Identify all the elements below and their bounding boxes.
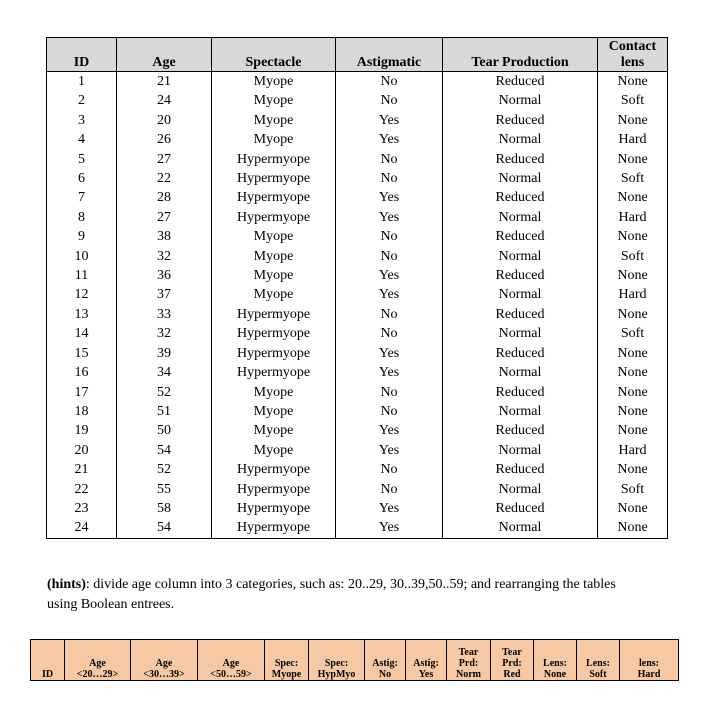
boolean-header-line: Soft <box>589 669 607 680</box>
cell-tear-production: Normal <box>443 324 598 343</box>
cell-age: 52 <box>117 460 212 479</box>
cell-tear-production: Normal <box>443 480 598 499</box>
cell-contact-lens: None <box>598 150 668 169</box>
boolean-header-line: Hard <box>637 669 661 680</box>
cell-id: 14 <box>47 324 117 343</box>
cell-contact-lens: None <box>598 188 668 207</box>
cell-age: 51 <box>117 402 212 421</box>
cell-tear-production: Normal <box>443 518 598 538</box>
table-row <box>47 460 668 479</box>
header-row <box>47 38 668 72</box>
lens-data-table <box>46 37 668 539</box>
table-row <box>47 324 668 343</box>
cell-astigmatic: Yes <box>336 421 443 440</box>
table-row <box>47 344 668 363</box>
cell-astigmatic: No <box>336 169 443 188</box>
cell-spectacle: Myope <box>212 402 336 421</box>
cell-age: 32 <box>117 247 212 266</box>
cell-id: 4 <box>47 130 117 149</box>
cell-spectacle: Myope <box>212 285 336 304</box>
cell-age: 39 <box>117 344 212 363</box>
cell-tear-production: Reduced <box>443 344 598 363</box>
header-contact-line2: lens <box>620 55 645 70</box>
cell-astigmatic: Yes <box>336 499 443 518</box>
cell-age: 27 <box>117 208 212 227</box>
cell-id: 20 <box>47 441 117 460</box>
cell-spectacle: Hypermyope <box>212 363 336 382</box>
boolean-header-cell <box>309 640 365 681</box>
hint-paragraph <box>47 575 647 615</box>
boolean-header-cell <box>265 640 309 681</box>
cell-tear-production: Normal <box>443 285 598 304</box>
cell-id: 3 <box>47 111 117 130</box>
cell-contact-lens: Hard <box>598 208 668 227</box>
cell-spectacle: Myope <box>212 421 336 440</box>
cell-astigmatic: Yes <box>336 111 443 130</box>
boolean-header-cell <box>620 640 679 681</box>
header-tear-production: Tear Production <box>443 38 598 72</box>
boolean-header-cell <box>577 640 620 681</box>
cell-age: 54 <box>117 441 212 460</box>
cell-contact-lens: None <box>598 421 668 440</box>
boolean-header-line: Astig: <box>372 658 398 669</box>
boolean-header-row <box>31 640 679 681</box>
boolean-header-cell <box>491 640 534 681</box>
cell-spectacle: Myope <box>212 227 336 246</box>
cell-spectacle: Hypermyope <box>212 344 336 363</box>
cell-astigmatic: No <box>336 91 443 110</box>
cell-astigmatic: No <box>336 324 443 343</box>
boolean-header-cell <box>365 640 406 681</box>
cell-contact-lens: Soft <box>598 91 668 110</box>
boolean-header-line: <30…39> <box>143 669 185 680</box>
header-contact-line1: Contact <box>608 39 657 54</box>
cell-contact-lens: Hard <box>598 130 668 149</box>
boolean-header-line: Red <box>503 669 521 680</box>
table-row <box>47 266 668 285</box>
hint-text: : divide age column into 3 categories, such as: 20..29, 30..39,50..59; and rearranging the tables using Boolean entrees. <box>47 577 616 612</box>
table-row <box>47 169 668 188</box>
cell-spectacle: Myope <box>212 266 336 285</box>
cell-astigmatic: No <box>336 247 443 266</box>
boolean-header-line: Prd: <box>502 658 522 669</box>
cell-tear-production: Reduced <box>443 499 598 518</box>
cell-id: 17 <box>47 383 117 402</box>
cell-contact-lens: Hard <box>598 441 668 460</box>
cell-astigmatic: No <box>336 150 443 169</box>
cell-contact-lens: Hard <box>598 285 668 304</box>
cell-id: 5 <box>47 150 117 169</box>
cell-spectacle: Hypermyope <box>212 480 336 499</box>
cell-age: 33 <box>117 305 212 324</box>
cell-astigmatic: Yes <box>336 518 443 538</box>
boolean-header-line: HypMyo <box>317 669 356 680</box>
table-row <box>47 285 668 304</box>
cell-contact-lens: None <box>598 460 668 479</box>
boolean-header-line: Spec: <box>274 658 299 669</box>
cell-tear-production: Reduced <box>443 72 598 92</box>
cell-astigmatic: No <box>336 402 443 421</box>
table-row <box>47 208 668 227</box>
cell-age: 24 <box>117 91 212 110</box>
cell-age: 50 <box>117 421 212 440</box>
cell-tear-production: Normal <box>443 208 598 227</box>
cell-id: 22 <box>47 480 117 499</box>
cell-astigmatic: No <box>336 72 443 92</box>
cell-spectacle: Myope <box>212 111 336 130</box>
cell-tear-production: Normal <box>443 130 598 149</box>
boolean-header-line: Age <box>222 658 240 669</box>
boolean-header-cell <box>534 640 577 681</box>
cell-tear-production: Reduced <box>443 227 598 246</box>
table-row <box>47 363 668 382</box>
table-row <box>47 518 668 538</box>
cell-contact-lens: None <box>598 383 668 402</box>
cell-id: 23 <box>47 499 117 518</box>
cell-id: 11 <box>47 266 117 285</box>
cell-spectacle: Myope <box>212 130 336 149</box>
cell-astigmatic: No <box>336 480 443 499</box>
cell-tear-production: Reduced <box>443 150 598 169</box>
cell-id: 10 <box>47 247 117 266</box>
boolean-header-cell <box>65 640 131 681</box>
boolean-header-line: Tear <box>502 647 522 658</box>
cell-tear-production: Normal <box>443 402 598 421</box>
cell-contact-lens: None <box>598 111 668 130</box>
boolean-header-line: Norm <box>456 669 481 680</box>
table-row <box>47 480 668 499</box>
cell-astigmatic: Yes <box>336 344 443 363</box>
table-row <box>47 383 668 402</box>
cell-astigmatic: No <box>336 305 443 324</box>
boolean-header-line: <50…59> <box>210 669 252 680</box>
cell-spectacle: Hypermyope <box>212 499 336 518</box>
cell-spectacle: Hypermyope <box>212 169 336 188</box>
table-row <box>47 402 668 421</box>
boolean-header-line: Astig: <box>413 658 439 669</box>
cell-contact-lens: Soft <box>598 480 668 499</box>
cell-tear-production: Reduced <box>443 188 598 207</box>
cell-spectacle: Hypermyope <box>212 518 336 538</box>
cell-spectacle: Myope <box>212 247 336 266</box>
boolean-header-line: <20…29> <box>76 669 119 680</box>
cell-id: 24 <box>47 518 117 538</box>
cell-contact-lens: None <box>598 518 668 538</box>
cell-astigmatic: No <box>336 460 443 479</box>
table-row <box>47 441 668 460</box>
cell-spectacle: Myope <box>212 383 336 402</box>
cell-age: 27 <box>117 150 212 169</box>
boolean-header-cell <box>198 640 265 681</box>
cell-id: 18 <box>47 402 117 421</box>
cell-tear-production: Reduced <box>443 421 598 440</box>
cell-astigmatic: Yes <box>336 188 443 207</box>
boolean-header-line: Yes <box>418 669 434 680</box>
header-contact-lens <box>598 38 668 72</box>
boolean-header-line: Prd: <box>458 658 479 669</box>
cell-tear-production: Reduced <box>443 111 598 130</box>
cell-contact-lens: Soft <box>598 324 668 343</box>
table-row <box>47 227 668 246</box>
cell-tear-production: Reduced <box>443 383 598 402</box>
cell-contact-lens: None <box>598 344 668 363</box>
boolean-header-line: ID <box>41 669 54 680</box>
boolean-header-line: No <box>378 669 392 680</box>
cell-astigmatic: Yes <box>336 363 443 382</box>
table-row <box>47 305 668 324</box>
boolean-header-line: Age <box>155 658 173 669</box>
cell-age: 26 <box>117 130 212 149</box>
cell-age: 28 <box>117 188 212 207</box>
cell-age: 36 <box>117 266 212 285</box>
boolean-header-cell <box>406 640 447 681</box>
cell-contact-lens: None <box>598 402 668 421</box>
cell-spectacle: Myope <box>212 72 336 92</box>
cell-astigmatic: Yes <box>336 285 443 304</box>
cell-id: 6 <box>47 169 117 188</box>
cell-id: 21 <box>47 460 117 479</box>
cell-spectacle: Hypermyope <box>212 460 336 479</box>
boolean-header-table <box>30 639 679 681</box>
boolean-header-line: Tear <box>458 647 479 658</box>
cell-id: 16 <box>47 363 117 382</box>
cell-age: 54 <box>117 518 212 538</box>
cell-age: 58 <box>117 499 212 518</box>
cell-spectacle: Hypermyope <box>212 188 336 207</box>
cell-id: 13 <box>47 305 117 324</box>
table-row <box>47 499 668 518</box>
cell-tear-production: Normal <box>443 441 598 460</box>
cell-astigmatic: Yes <box>336 441 443 460</box>
cell-id: 9 <box>47 227 117 246</box>
table-row <box>47 91 668 110</box>
cell-age: 38 <box>117 227 212 246</box>
table-row <box>47 150 668 169</box>
cell-id: 19 <box>47 421 117 440</box>
boolean-header-line: Lens: <box>543 658 567 669</box>
table-row <box>47 72 668 92</box>
cell-tear-production: Normal <box>443 247 598 266</box>
boolean-header-cell <box>31 640 65 681</box>
table-row <box>47 188 668 207</box>
cell-spectacle: Myope <box>212 91 336 110</box>
cell-tear-production: Normal <box>443 91 598 110</box>
cell-id: 15 <box>47 344 117 363</box>
table-row <box>47 421 668 440</box>
boolean-header-line: lens: <box>639 658 659 669</box>
header-id: ID <box>47 38 117 72</box>
cell-contact-lens: None <box>598 227 668 246</box>
cell-tear-production: Reduced <box>443 266 598 285</box>
cell-age: 37 <box>117 285 212 304</box>
table-row <box>47 247 668 266</box>
cell-age: 21 <box>117 72 212 92</box>
table-body <box>47 72 668 539</box>
cell-contact-lens: None <box>598 499 668 518</box>
cell-astigmatic: No <box>336 383 443 402</box>
boolean-header-line: Lens: <box>586 658 610 669</box>
cell-id: 12 <box>47 285 117 304</box>
cell-spectacle: Hypermyope <box>212 305 336 324</box>
cell-spectacle: Myope <box>212 441 336 460</box>
cell-age: 32 <box>117 324 212 343</box>
cell-age: 52 <box>117 383 212 402</box>
cell-contact-lens: Soft <box>598 247 668 266</box>
header-astigmatic: Astigmatic <box>336 38 443 72</box>
header-spectacle: Spectacle <box>212 38 336 72</box>
cell-id: 8 <box>47 208 117 227</box>
cell-age: 22 <box>117 169 212 188</box>
cell-astigmatic: Yes <box>336 266 443 285</box>
cell-tear-production: Normal <box>443 169 598 188</box>
boolean-header-line: Myope <box>271 669 302 680</box>
cell-tear-production: Reduced <box>443 460 598 479</box>
cell-astigmatic: Yes <box>336 130 443 149</box>
table-row <box>47 111 668 130</box>
cell-contact-lens: Soft <box>598 169 668 188</box>
cell-spectacle: Hypermyope <box>212 208 336 227</box>
cell-contact-lens: None <box>598 363 668 382</box>
cell-spectacle: Hypermyope <box>212 324 336 343</box>
cell-age: 55 <box>117 480 212 499</box>
table-row <box>47 130 668 149</box>
cell-tear-production: Normal <box>443 363 598 382</box>
cell-age: 34 <box>117 363 212 382</box>
header-age: Age <box>117 38 212 72</box>
cell-tear-production: Reduced <box>443 305 598 324</box>
cell-age: 20 <box>117 111 212 130</box>
cell-contact-lens: None <box>598 305 668 324</box>
cell-astigmatic: No <box>336 227 443 246</box>
boolean-header-cell <box>447 640 491 681</box>
cell-contact-lens: None <box>598 72 668 92</box>
boolean-header-cell <box>131 640 198 681</box>
cell-spectacle: Hypermyope <box>212 150 336 169</box>
boolean-header-line: None <box>543 669 567 680</box>
cell-id: 7 <box>47 188 117 207</box>
cell-id: 2 <box>47 91 117 110</box>
cell-id: 1 <box>47 72 117 92</box>
hint-label: (hints) <box>47 577 86 592</box>
boolean-header-line: Age <box>89 658 106 669</box>
cell-contact-lens: None <box>598 266 668 285</box>
boolean-header-line: Spec: <box>324 658 349 669</box>
cell-astigmatic: Yes <box>336 208 443 227</box>
